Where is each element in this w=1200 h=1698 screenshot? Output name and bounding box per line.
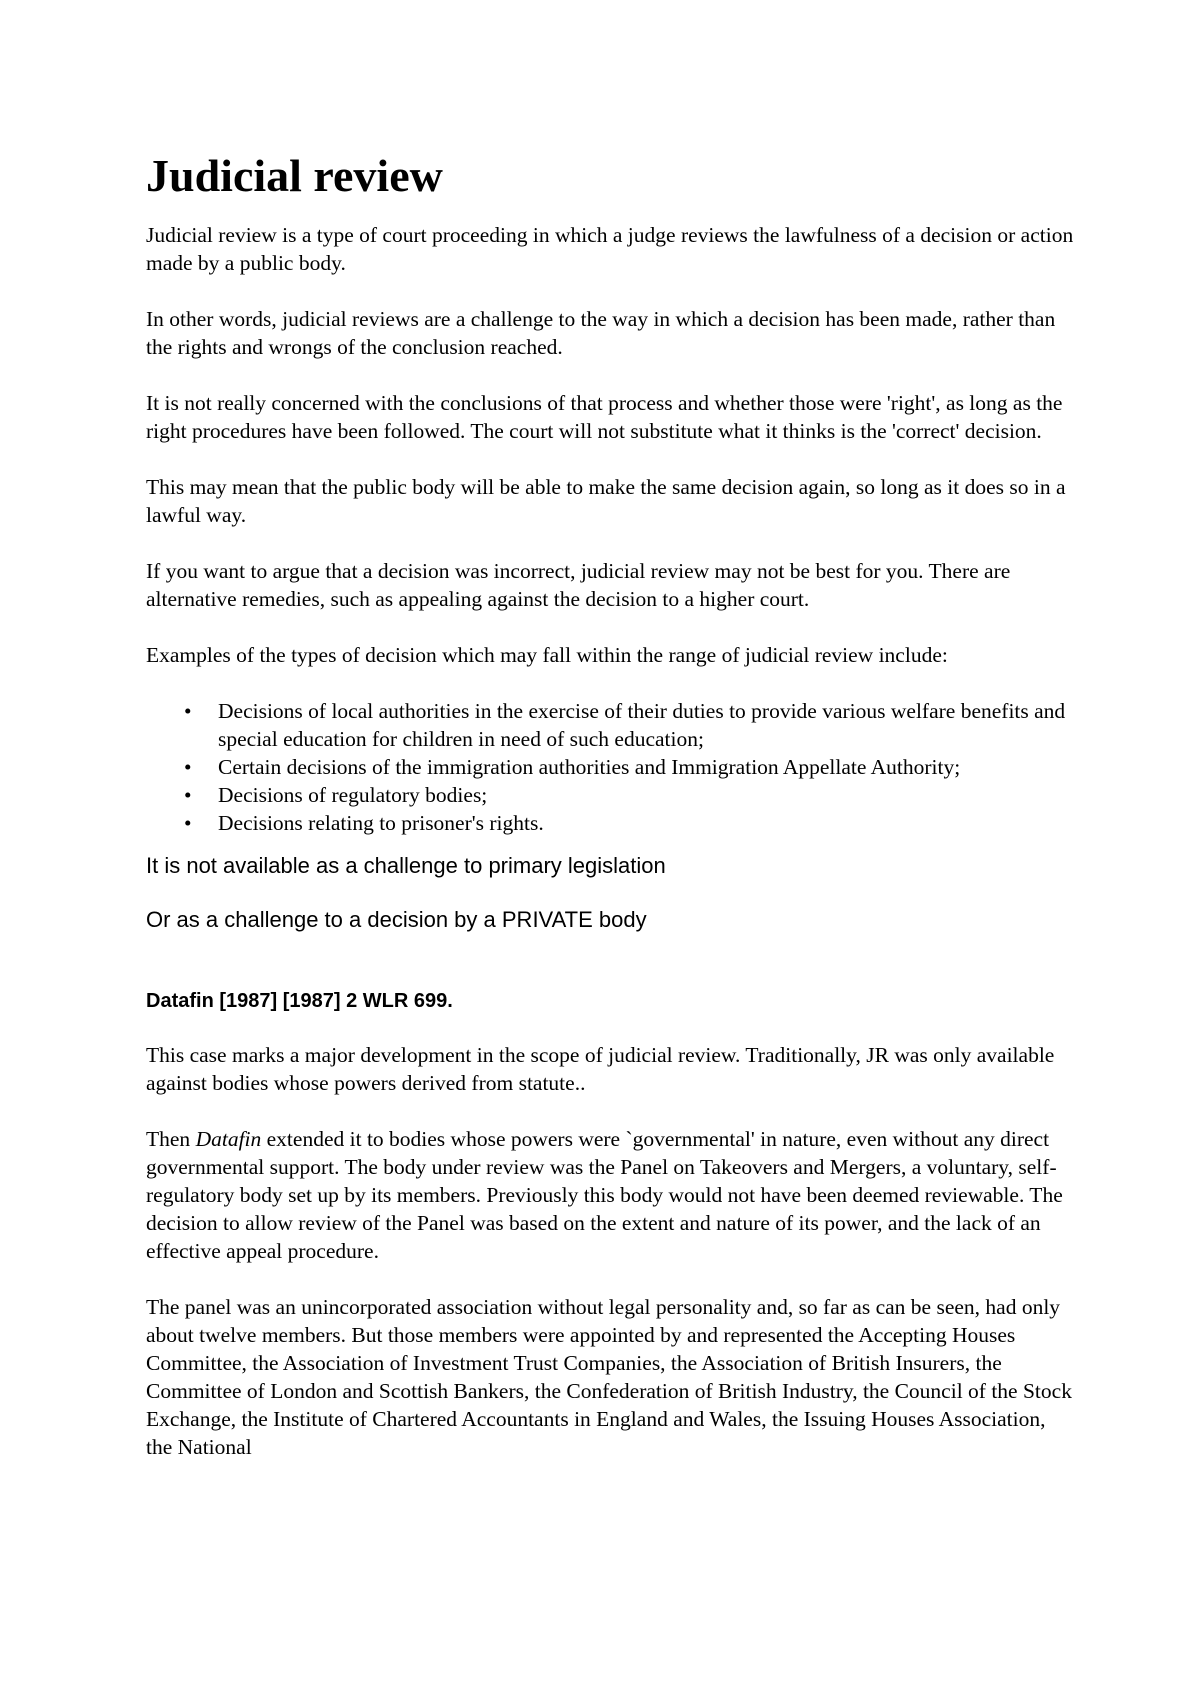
bullet-icon: • (184, 699, 192, 723)
paragraph-case-development: This case marks a major development in the scope of judicial review. Traditionally, JR was only available against bodies whose powers derived from statute.. (146, 1043, 1055, 1095)
list-item-text: Decisions of regulatory bodies; (218, 783, 488, 807)
paragraph-panel-description: The panel was an unincorporated association without legal personality and, so far as can be seen, had only about twelve members. But those members were appointed by and represented the Accepting Houses Committee, the Association of Investment Trust Companies, the Association of British Insurers, the Committee of London and Scottish Bankers, the Confederation of British Industry, the Council of the Stock Exchange, the Institute of Chartered Accountants in England and Wales, the Issuing Houses Association, the National (146, 1295, 1072, 1459)
case-name-italic: Datafin (195, 1127, 262, 1151)
paragraph-examples-intro: Examples of the types of decision which may fall within the range of judicial review include: (146, 643, 948, 667)
list-item (184, 809, 1076, 837)
note-primary-legislation: It is not available as a challenge to primary legislation (146, 853, 666, 878)
paragraph-same-decision: This may mean that the public body will be able to make the same decision again, so long as it does so in a lawful way. (146, 475, 1066, 527)
paragraph-definition: Judicial review is a type of court proceeding in which a judge reviews the lawfulness of a decision or action made by a public body. (146, 223, 1074, 275)
note-private-body: Or as a challenge to a decision by a PRIVATE body (146, 907, 647, 932)
case-extension-rest: extended it to bodies whose powers were `governmental' in nature, even without any direct governmental support. The body under review was the Panel on Takeovers and Mergers, a voluntary, self-regulatory body set up by its members. Previously this body would not have been deemed reviewable. The decision to allow review of the Panel was based on the extent and nature of its power, and the lack of an effective appeal procedure. (146, 1127, 1063, 1263)
list-item-text: Certain decisions of the immigration authorities and Immigration Appellate Authority; (218, 755, 961, 779)
paragraph-other-words: In other words, judicial reviews are a challenge to the way in which a decision has been made, rather than the rights and wrongs of the conclusion reached. (146, 307, 1056, 359)
case-heading: Datafin [1987] [1987] 2 WLR 699. (146, 990, 453, 1012)
list-item (184, 753, 1076, 781)
paragraph-alternative-remedies: If you want to argue that a decision was incorrect, judicial review may not be best for you. There are alternative remedies, such as appealing against the decision to a higher court. (146, 559, 1011, 611)
bullet-icon: • (184, 783, 192, 807)
list-item (184, 781, 1076, 809)
examples-list (146, 697, 1076, 837)
paragraph-case-extension (146, 1125, 1076, 1265)
paragraph-conclusions: It is not really concerned with the conclusions of that process and whether those were 'right', as long as the right procedures have been followed. The court will not substitute what it thinks is the 'correct' decision. (146, 391, 1063, 443)
list-item (184, 697, 1076, 753)
bullet-icon: • (184, 755, 192, 779)
page-title: Judicial review (146, 150, 443, 201)
list-item-text: Decisions of local authorities in the exercise of their duties to provide various welfare benefits and special education for children in need of such education; (218, 699, 1066, 751)
bullet-icon: • (184, 811, 192, 835)
list-item-text: Decisions relating to prisoner's rights. (218, 811, 544, 835)
document-page (146, 148, 1076, 1489)
case-extension-lead: Then (146, 1127, 196, 1151)
